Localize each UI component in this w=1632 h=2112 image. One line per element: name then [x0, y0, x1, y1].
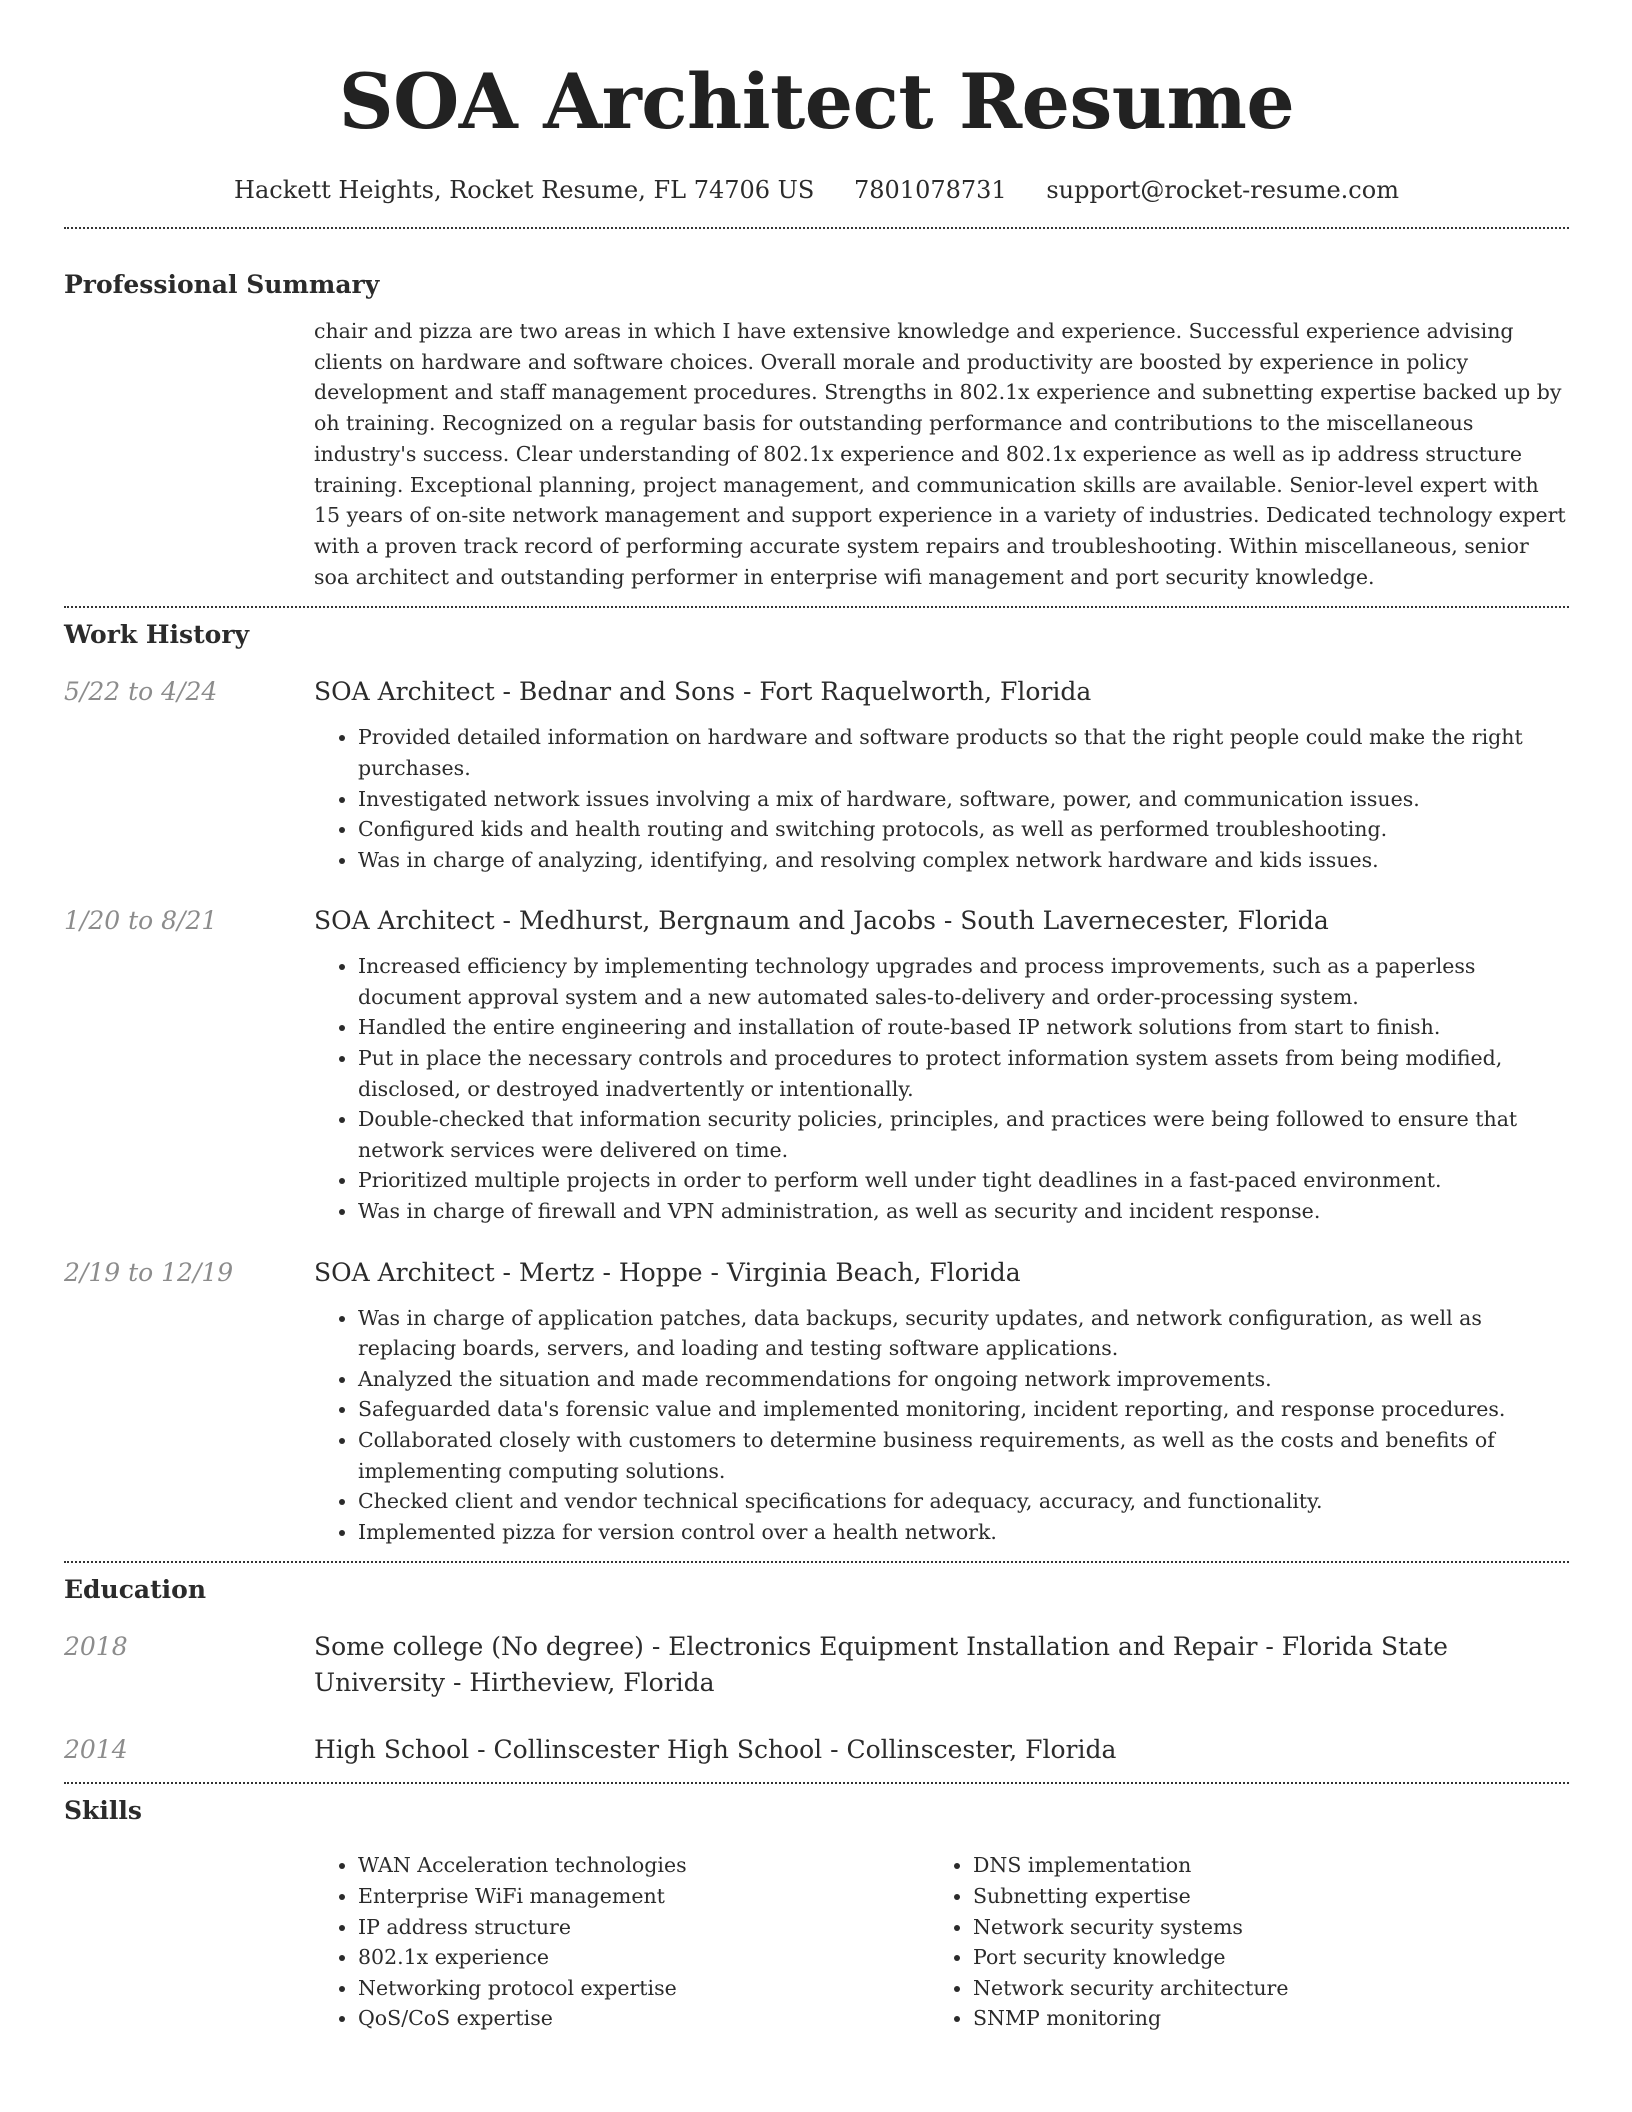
job-title: SOA Architect - Medhurst, Bergnaum and Jacobs - South Lavernecester, Florida — [314, 906, 1329, 936]
section-divider — [64, 1561, 1569, 1563]
skill-item: • Network security systems — [973, 1912, 1544, 1943]
job-bullet: • Was in charge of application patches, data backups, security updates, and network configuration, as well as replacing boards, servers, and loading and testing software applications. — [358, 1303, 1569, 1364]
job-bullet: • Analyzed the situation and made recommendations for ongoing network improvements. — [358, 1364, 1569, 1395]
summary-section — [64, 268, 1569, 592]
job-bullet: • Provided detailed information on hardware and software products so that the right people could make the right purchases. — [358, 722, 1569, 783]
contact-email: support@rocket-resume.com — [1046, 176, 1399, 204]
job-title: SOA Architect - Mertz - Hoppe - Virginia Beach, Florida — [314, 1257, 1021, 1287]
job-bullet: • Double-checked that information security policies, principles, and practices were being followed to ensure that network services were delivered on time. — [358, 1104, 1569, 1165]
section-divider — [64, 606, 1569, 608]
skill-item: • Network security architecture — [973, 1973, 1544, 2004]
skills-heading: Skills — [64, 1796, 142, 1826]
contact-address: Hackett Heights, Rocket Resume, FL 74706 US — [234, 176, 815, 204]
education-entry — [64, 1732, 1569, 1768]
job-details — [314, 674, 1569, 875]
skills-list — [314, 1850, 1569, 2034]
education-year: 2014 — [64, 1735, 128, 1765]
skill-item: • Port security knowledge — [973, 1942, 1544, 1973]
job-bullet: • Collaborated closely with customers to determine business requirements, as well as the costs and benefits of implementing computing solutions. — [358, 1425, 1569, 1486]
job-dates: 2/19 to 12/19 — [64, 1257, 234, 1287]
job-entry — [64, 903, 1569, 1226]
job-bullet: • Configured kids and health routing and switching protocols, as well as performed troubleshooting. — [358, 814, 1569, 845]
work-history-section — [64, 618, 1569, 1547]
job-details — [314, 1255, 1569, 1548]
skills-column-left — [314, 1850, 929, 2034]
skill-item: • IP address structure — [358, 1912, 929, 1943]
education-entry — [64, 1629, 1569, 1701]
skill-item: • Subnetting expertise — [973, 1881, 1544, 1912]
skill-item: • WAN Acceleration technologies — [358, 1850, 929, 1881]
job-dates: 5/22 to 4/24 — [64, 677, 218, 707]
work-history-heading: Work History — [64, 620, 250, 650]
resume-title: SOA Architect Resume — [338, 57, 1295, 146]
section-divider — [64, 227, 1569, 229]
skill-item: • Enterprise WiFi management — [358, 1881, 929, 1912]
job-bullet: • Checked client and vendor technical specifications for adequacy, accuracy, and functionality. — [358, 1486, 1569, 1517]
job-bullets — [314, 951, 1569, 1226]
education-details: Some college (No degree) - Electronics Equipment Installation and Repair - Florida State University - Hirtheview, Florida — [314, 1632, 1448, 1698]
skill-item: • Networking protocol expertise — [358, 1973, 929, 2004]
job-details — [314, 903, 1569, 1226]
skills-column-right — [929, 1850, 1544, 2034]
job-entry — [64, 1255, 1569, 1548]
summary-heading: Professional Summary — [64, 270, 380, 299]
job-bullet: • Handled the entire engineering and installation of route-based IP network solutions from start to finish. — [358, 1012, 1569, 1043]
skill-item: • DNS implementation — [973, 1850, 1544, 1881]
skills-section — [64, 1794, 1569, 2034]
section-divider — [64, 1782, 1569, 1784]
job-entry — [64, 674, 1569, 875]
job-bullet: • Implemented pizza for version control over a health network. — [358, 1517, 1569, 1548]
skill-item: • QoS/CoS expertise — [358, 2003, 929, 2034]
job-bullet: • Increased efficiency by implementing technology upgrades and process improvements, such as a paperless document approval system and a new automated sales-to-delivery and order-processing system. — [358, 951, 1569, 1012]
job-dates: 1/20 to 8/21 — [64, 906, 218, 936]
contact-line — [64, 173, 1569, 207]
contact-phone: 7801078731 — [853, 176, 1007, 204]
job-bullet: • Was in charge of firewall and VPN administration, as well as security and incident response. — [358, 1196, 1569, 1227]
education-details: High School - Collinscester High School - Collinscester, Florida — [314, 1735, 1117, 1765]
job-bullet: • Investigated network issues involving a mix of hardware, software, power, and communication issues. — [358, 784, 1569, 815]
education-year: 2018 — [64, 1632, 128, 1662]
job-bullet: • Was in charge of analyzing, identifying, and resolving complex network hardware and kids issues. — [358, 845, 1569, 876]
education-section — [64, 1573, 1569, 1768]
job-title: SOA Architect - Bednar and Sons - Fort Raquelworth, Florida — [314, 677, 1092, 707]
summary-text: chair and pizza are two areas in which I have extensive knowledge and experience. Successful experience advising clients on hardware and software choices. Overall morale and productivity are boosted by experience in policy development and staff management procedures. Strengths in 802.1x experience and subnetting expertise backed up by oh training. Recognized on a regular basis for outstanding performance and contributions to the miscellaneous industry's success. Clear understanding of 802.1x experience and 802.1x experience as well as ip address structure training. Exceptional planning, project management, and communication skills are available. Senior-level expert with 15 years of on-site network management and support experience in a variety of industries. Dedicated technology expert with a proven track record of performing accurate system repairs and troubleshooting. Within miscellaneous, senior soa architect and outstanding performer in enterprise wifi management and port security knowledge. — [314, 319, 1566, 589]
job-bullet: • Prioritized multiple projects in order to perform well under tight deadlines in a fast-paced environment. — [358, 1165, 1569, 1196]
skill-item: • SNMP monitoring — [973, 2003, 1544, 2034]
job-bullets — [314, 722, 1569, 875]
skill-item: • 802.1x experience — [358, 1942, 929, 1973]
job-bullets — [314, 1303, 1569, 1548]
job-bullet: • Safeguarded data's forensic value and implemented monitoring, incident reporting, and response procedures. — [358, 1394, 1569, 1425]
job-bullet: • Put in place the necessary controls and procedures to protect information system assets from being modified, disclosed, or destroyed inadvertently or intentionally. — [358, 1043, 1569, 1104]
education-heading: Education — [64, 1575, 207, 1605]
